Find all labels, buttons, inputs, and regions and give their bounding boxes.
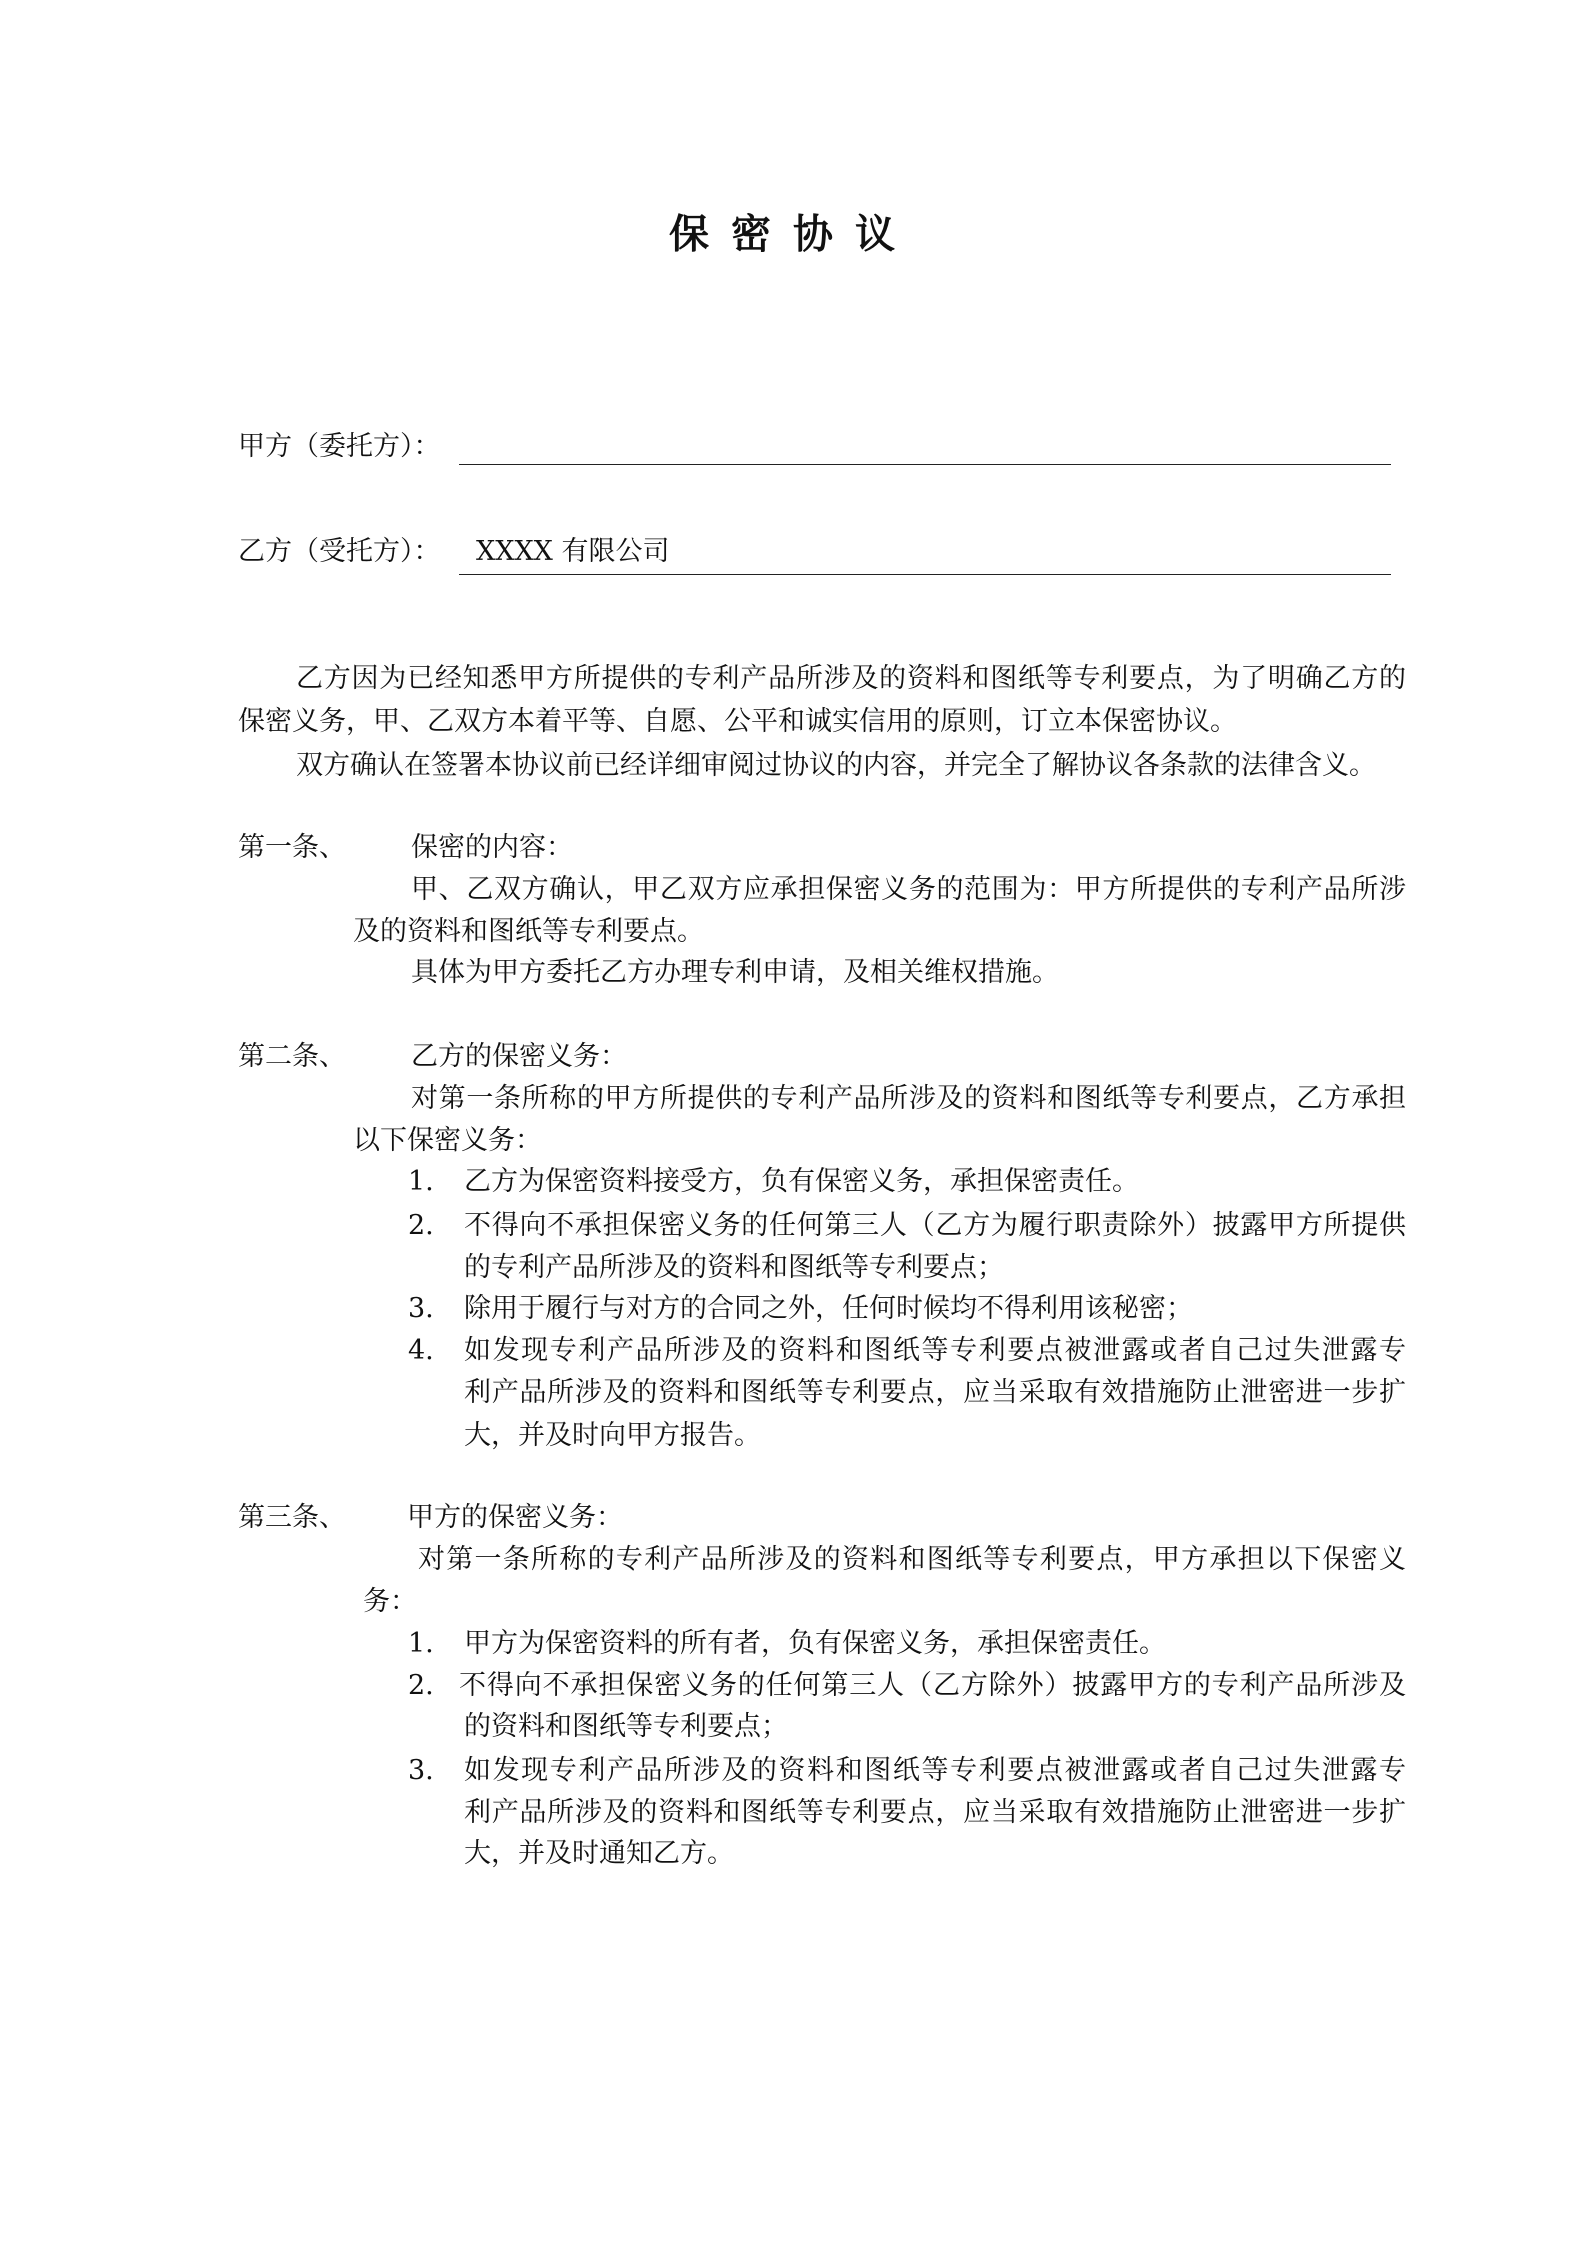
list-item-text: 除用于履行与对方的合同之外，任何时候均不得利用该秘密；: [464, 1293, 1193, 1324]
list-item-text: 甲方为保密资料的所有者，负有保密义务，承担保密责任。: [464, 1628, 1166, 1659]
list-item-text: 大，并及时向甲方报告。: [464, 1420, 761, 1451]
article3-number: 第三条、: [238, 1502, 346, 1533]
article2-line: 以下保密义务：: [353, 1125, 542, 1156]
party-b-label: 乙方（受托方）：: [238, 536, 441, 567]
list-item-number: 1.: [408, 1166, 434, 1197]
list-item-text: 不得向不承担保密义务的任何第三人（乙方为履行职责除外）披露甲方所提供: [464, 1210, 1406, 1241]
article1-number: 第一条、: [238, 832, 346, 863]
preamble-line: 乙方因为已经知悉甲方所提供的专利产品所涉及的资料和图纸等专利要点，为了明确乙方的: [296, 663, 1406, 694]
article3-line: 务：: [363, 1586, 417, 1617]
list-item-number: 2.: [408, 1210, 434, 1241]
list-item-number: 4.: [408, 1335, 434, 1366]
list-item-text: 的资料和图纸等专利要点；: [464, 1711, 788, 1742]
article3-heading: 甲方的保密义务：: [407, 1502, 623, 1533]
article2-heading: 乙方的保密义务：: [411, 1041, 627, 1072]
list-item-text: 乙方为保密资料接受方，负有保密义务，承担保密责任。: [464, 1166, 1139, 1197]
article2-number: 第二条、: [238, 1041, 346, 1072]
article1-line: 具体为甲方委托乙方办理专利申请，及相关维权措施。: [411, 957, 1059, 988]
list-item-text: 不得向不承担保密义务的任何第三人（乙方除外）披露甲方的专利产品所涉及: [459, 1670, 1406, 1701]
document-title: 保密协议: [669, 210, 917, 258]
list-item-text: 如发现专利产品所涉及的资料和图纸等专利要点被泄露或者自己过失泄露专: [464, 1755, 1406, 1786]
article3-line: 对第一条所称的专利产品所涉及的资料和图纸等专利要点，甲方承担以下保密义: [418, 1544, 1406, 1575]
party-a-underline: [459, 464, 1391, 465]
preamble-line: 双方确认在签署本协议前已经详细审阅过协议的内容，并完全了解协议各条款的法律含义。: [296, 750, 1376, 781]
party-a-label: 甲方（委托方）：: [238, 431, 441, 462]
list-item-text: 利产品所涉及的资料和图纸等专利要点，应当采取有效措施防止泄密进一步扩: [464, 1797, 1406, 1828]
party-b-underline: [459, 574, 1391, 575]
list-item-number: 3.: [408, 1755, 434, 1786]
preamble-line: 保密义务，甲、乙双方本着平等、自愿、公平和诚实信用的原则，订立本保密协议。: [238, 706, 1237, 737]
party-b-value: XXXX 有限公司: [476, 536, 670, 567]
list-item-number: 1.: [408, 1628, 434, 1659]
list-item-number: 2.: [408, 1670, 434, 1701]
list-item-number: 3.: [408, 1293, 434, 1324]
list-item-text: 利产品所涉及的资料和图纸等专利要点，应当采取有效措施防止泄密进一步扩: [464, 1377, 1406, 1408]
article1-heading: 保密的内容：: [411, 832, 573, 863]
list-item-text: 大，并及时通知乙方。: [464, 1838, 734, 1869]
list-item-text: 的专利产品所涉及的资料和图纸等专利要点；: [464, 1252, 1004, 1283]
article1-line: 及的资料和图纸等专利要点。: [353, 916, 704, 947]
article1-line: 甲、乙双方确认，甲乙双方应承担保密义务的范围为：甲方所提供的专利产品所涉: [411, 874, 1406, 905]
list-item-text: 如发现专利产品所涉及的资料和图纸等专利要点被泄露或者自己过失泄露专: [464, 1335, 1406, 1366]
article2-line: 对第一条所称的甲方所提供的专利产品所涉及的资料和图纸等专利要点，乙方承担: [411, 1083, 1406, 1114]
